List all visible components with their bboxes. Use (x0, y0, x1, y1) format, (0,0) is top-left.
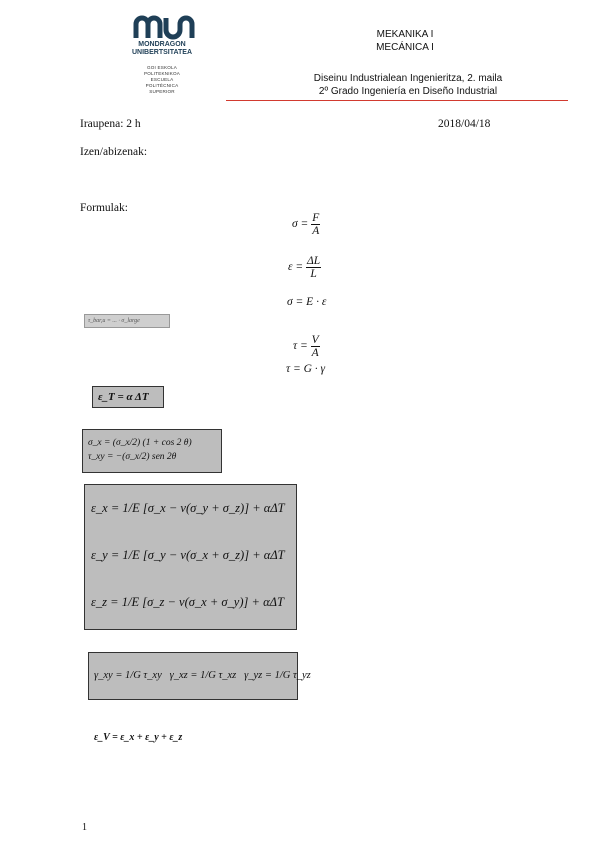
sigma-num: F (312, 212, 320, 224)
shear-strain-yz: γ_yz = 1/G τ_yz (244, 670, 311, 681)
epsilon-num: ΔL (307, 255, 321, 267)
logo-sub-line: GOI ESKOLA (146, 65, 178, 70)
sigma-lhs: σ = (292, 218, 309, 231)
formula-rotation-box (82, 429, 222, 473)
mu-logo-icon (124, 14, 200, 40)
header-rule (226, 100, 568, 101)
logo-sub-line: ESCUELA (150, 77, 174, 82)
formula-shear-stress (293, 334, 320, 359)
formula-normal-stress (292, 212, 320, 237)
strain-z: ε_z = 1/E [σ_z − ν(σ_x + σ_y)] + αΔT (91, 595, 284, 609)
university-logo (124, 14, 200, 102)
strain-x: ε_x = 1/E [σ_x − ν(σ_y + σ_z)] + αΔT (91, 501, 285, 515)
name-label: Izen/abizenak: (80, 146, 148, 158)
formula-shear-strain-box (88, 652, 311, 700)
exam-date: 2018/04/18 (438, 118, 491, 130)
logo-sub-line: SUPERIOR (149, 89, 175, 94)
tau-num: V (311, 334, 319, 346)
logo-sub-line: POLITÉCNICA (145, 83, 179, 88)
logo-name-line1: MONDRAGON (138, 41, 186, 48)
rotation-line2: τ_xy = −(σ_x/2) sen 2θ (88, 452, 177, 462)
degree-eu: Diseinu Industrialean Ingenieritza, 2. maila (313, 73, 503, 84)
formula-shear-modulus: τ = G · γ (286, 363, 326, 375)
shear-strain-xy: γ_xy = 1/G τ_xy (94, 670, 162, 681)
formula-strain (288, 255, 321, 280)
shear-strain-xz: γ_xz = 1/G τ_xz (169, 670, 237, 681)
formula-image-small (84, 314, 170, 328)
formulas-label: Formulak: (80, 202, 128, 214)
formula-hooke: σ = E · ε (287, 296, 327, 308)
tau-lhs: τ = (293, 340, 308, 353)
tau-den: A (311, 347, 319, 359)
formula-thermal-box (92, 386, 164, 408)
thermal-text: ε_T = α ΔT (98, 391, 149, 403)
degree-es: 2º Grado Ingeniería en Diseño Industrial (318, 86, 498, 97)
epsilon-lhs: ε = (288, 261, 304, 274)
course-title-es: MECÁNICA I (376, 42, 434, 53)
formula-volumetric-strain: ε_V = ε_x + ε_y + ε_z (94, 732, 183, 743)
sigma-den: A (312, 225, 320, 237)
rotation-line1: σ_x = (σ_x/2) (1 + cos 2 θ) (88, 438, 192, 448)
duration: Iraupena: 2 h (80, 118, 141, 130)
logo-sub-line: POLITEKNIKOA (143, 71, 181, 76)
page-number: 1 (82, 822, 87, 833)
epsilon-den: L (310, 268, 317, 280)
strain-y: ε_y = 1/E [σ_y − ν(σ_x + σ_z)] + αΔT (91, 548, 285, 562)
logo-name-line2: UNIBERTSITATEA (131, 49, 193, 56)
course-title-eu: MEKANIKA I (376, 29, 434, 40)
formula-generalized-hooke-box (84, 484, 297, 630)
small-formula-text: τ_bar,u = ... · σ_large (88, 318, 140, 324)
